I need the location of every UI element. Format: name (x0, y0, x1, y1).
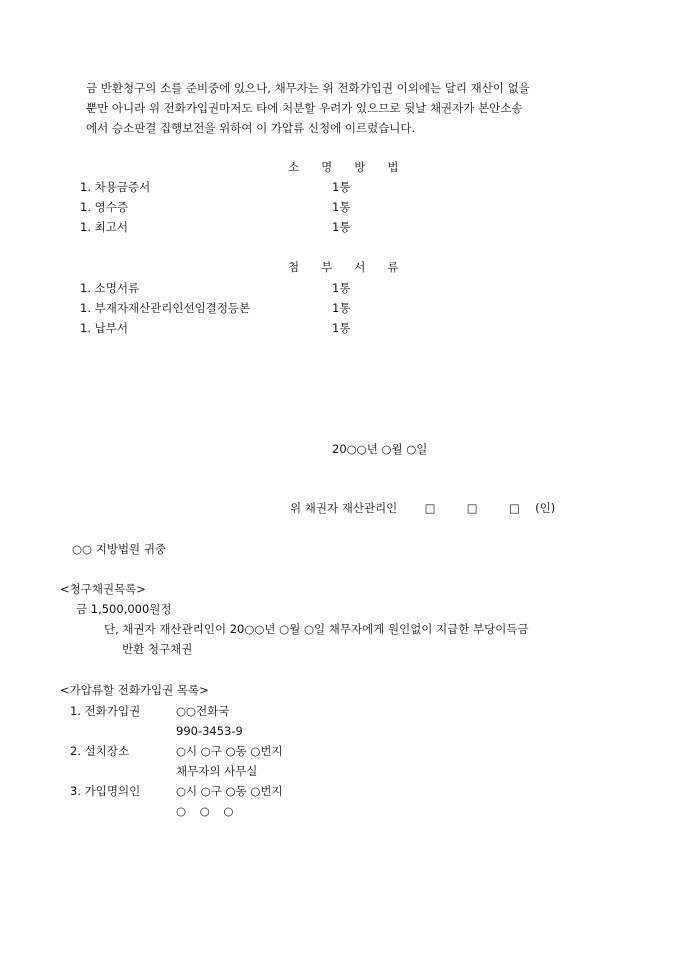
evidence-item-label: 1. 최고서 (80, 220, 128, 234)
phone-rights-value: 990-3453-9 (176, 724, 243, 738)
attachment-item-qty: 1통 (332, 301, 351, 315)
attachment-item-label: 1. 부재자재산관리인선임결정등본 (80, 301, 251, 315)
phone-rights-label: 1. 전화가입권 (70, 704, 141, 718)
intro-paragraph (86, 78, 606, 138)
document-date: 20○○년 ○월 ○일 (332, 442, 428, 456)
attachment-item-label: 1. 납부서 (80, 321, 128, 335)
phone-rights-value: 채무자의 사무실 (176, 764, 258, 778)
phone-rights-label: 3. 가입명의인 (70, 784, 141, 798)
intro-line: 금 반환청구의 소를 준비중에 있으나, 채무자는 위 전화가입권 이외에는 달리 재산이 없을 (86, 81, 530, 95)
claim-heading: <청구채권목록> (60, 582, 146, 596)
signature-box: □ (508, 501, 520, 515)
seal-mark: (인) (535, 501, 556, 515)
attachment-item-qty: 1통 (332, 321, 351, 335)
court-addressee: ○○ 지방법원 귀중 (72, 542, 167, 556)
phone-rights-value: ○시 ○구 ○동 ○번지 (176, 784, 283, 798)
phone-rights-value: ○ ○ ○ (176, 804, 234, 818)
claim-amount: 금 1,500,000원정 (76, 602, 172, 616)
evidence-item-qty: 1통 (332, 200, 351, 214)
signature-box: □ (424, 501, 436, 515)
phone-rights-value: ○○전화국 (176, 704, 230, 718)
phone-rights-heading: <가압류할 전화가입권 목록> (60, 683, 209, 697)
phone-rights-label: 2. 설치장소 (70, 744, 130, 758)
claim-note-cont: 반환 청구채권 (122, 642, 193, 656)
signature-line (290, 503, 555, 515)
intro-line: 에서 승소판결 집행보전을 위하여 이 가압류 신청에 이르렀습니다. (86, 121, 416, 135)
evidence-heading: 소명방법 (288, 160, 421, 174)
evidence-item-label: 1. 차용금증서 (80, 180, 151, 194)
intro-line: 뿐만 아니라 위 전화가입권마저도 타에 처분할 우려가 있으므로 뒷날 채권자가 본안소송 (86, 101, 523, 115)
signature-prefix: 위 채권자 재산관리인 (290, 501, 398, 515)
evidence-item-qty: 1통 (332, 180, 351, 194)
attachment-item-label: 1. 소명서류 (80, 281, 140, 295)
phone-rights-value: ○시 ○구 ○동 ○번지 (176, 744, 283, 758)
attachment-item-qty: 1통 (332, 281, 351, 295)
evidence-item-label: 1. 영수증 (80, 200, 128, 214)
evidence-item-qty: 1통 (332, 220, 351, 234)
attachments-heading: 첨부서류 (288, 260, 421, 274)
signature-box: □ (466, 501, 478, 515)
claim-note: 단, 채권자 재산관리인이 20○○년 ○월 ○일 채무자에게 원인없이 지급한 부당이득금 (104, 622, 529, 636)
